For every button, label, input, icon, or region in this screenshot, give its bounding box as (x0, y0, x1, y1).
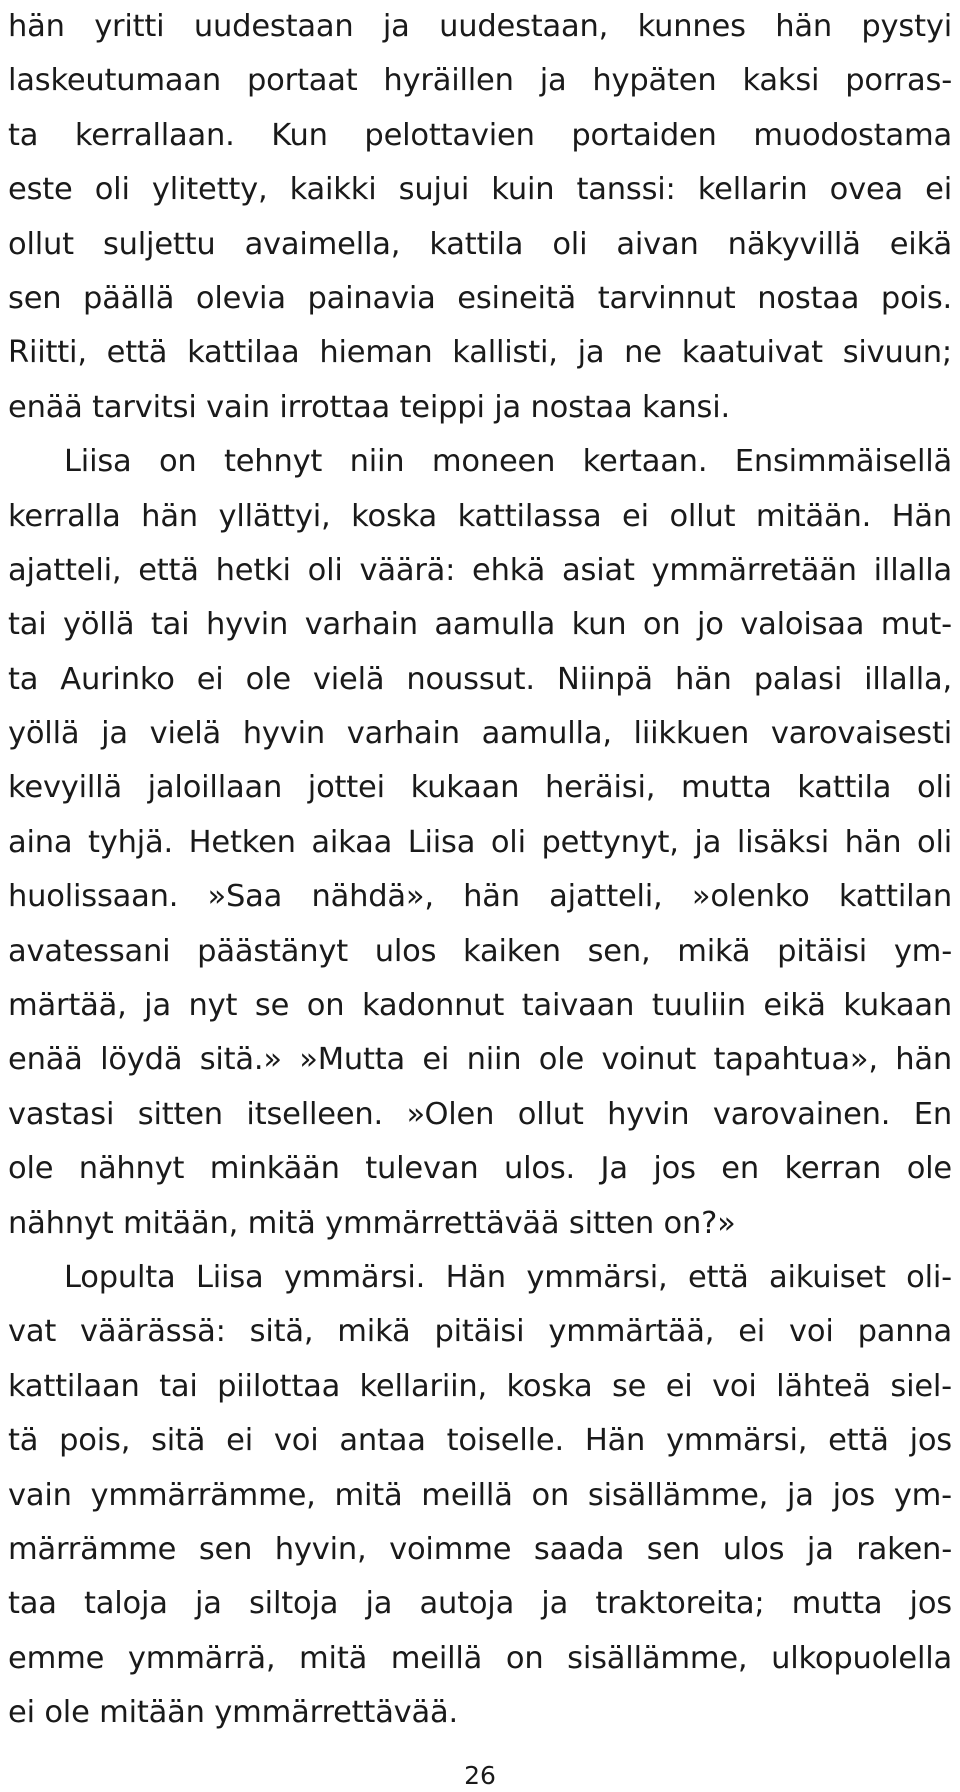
text-line: Lopulta Liisa ymmärsi. Hän ymmärsi, että aikuiset oli- (64, 1259, 952, 1295)
text-line: taa taloja ja siltoja ja autoja ja traktoreita; mutta jos (8, 1586, 952, 1622)
text-line: tai yöllä tai hyvin varhain aamulla kun on jo valoisaa mut- (8, 607, 952, 643)
text-line: laskeutumaan portaat hyräillen ja hypäten kaksi porras- (8, 63, 952, 99)
text-line: enää löydä sitä.» »Mutta ei niin ole voinut tapahtua», hän (8, 1042, 952, 1078)
text-line: este oli ylitetty, kaikki sujui kuin tanssi: kellarin ovea ei (8, 172, 952, 208)
text-line: nähnyt mitään, mitä ymmärrettävää sitten on?» (8, 1205, 736, 1241)
text-line: vat väärässä: sitä, mikä pitäisi ymmärtää, ei voi panna (8, 1314, 952, 1350)
text-line: Riitti, että kattilaa hieman kallisti, ja ne kaatuivat sivuun; (8, 335, 952, 371)
text-line: tä pois, sitä ei voi antaa toiselle. Hän ymmärsi, että jos (8, 1423, 952, 1459)
text-line: sen päällä olevia painavia esineitä tarvinnut nostaa pois. (8, 280, 952, 316)
text-line: emme ymmärrä, mitä meillä on sisällämme, ulkopuolella (8, 1640, 952, 1676)
text-line: avatessani päästänyt ulos kaiken sen, mikä pitäisi ym- (8, 933, 952, 969)
text-line: kattilaan tai piilottaa kellariin, koska se ei voi lähteä siel- (8, 1368, 952, 1404)
text-line: ole nähnyt minkään tulevan ulos. Ja jos en kerran ole (8, 1151, 952, 1187)
text-line: ta kerrallaan. Kun pelottavien portaiden muodostama (8, 117, 952, 153)
text-line: huolissaan. »Saa nähdä», hän ajatteli, »olenko kattilan (8, 879, 952, 915)
text-line: kevyillä jaloillaan jottei kukaan heräisi, mutta kattila oli (8, 770, 952, 806)
text-line: ei ole mitään ymmärrettävää. (8, 1695, 459, 1731)
text-line: enää tarvitsi vain irrottaa teippi ja nostaa kansi. (8, 389, 731, 425)
text-line: vain ymmärrämme, mitä meillä on sisällämme, ja jos ym- (8, 1477, 952, 1513)
body-text (8, 0, 952, 1741)
text-line: ta Aurinko ei ole vielä noussut. Niinpä hän palasi illalla, (8, 661, 952, 697)
text-line: kerralla hän yllättyi, koska kattilassa ei ollut mitään. Hän (8, 498, 952, 534)
text-line: ollut suljettu avaimella, kattila oli aivan näkyvillä eikä (8, 226, 952, 262)
text-line: yöllä ja vielä hyvin varhain aamulla, liikkuen varovaisesti (8, 716, 952, 752)
page-number: 26 (464, 1761, 496, 1790)
text-line: hän yritti uudestaan ja uudestaan, kunnes hän pystyi (8, 9, 952, 44)
text-line: Liisa on tehnyt niin moneen kertaan. Ensimmäisellä (64, 444, 952, 480)
text-line: ajatteli, että hetki oli väärä: ehkä asiat ymmärretään illalla (8, 552, 952, 588)
text-line: märrämme sen hyvin, voimme saada sen ulos ja raken- (8, 1531, 952, 1567)
text-line: vastasi sitten itselleen. »Olen ollut hyvin varovainen. En (8, 1096, 952, 1132)
text-line: märtää, ja nyt se on kadonnut taivaan tuuliin eikä kukaan (8, 988, 952, 1024)
text-line: aina tyhjä. Hetken aikaa Liisa oli pettynyt, ja lisäksi hän oli (8, 824, 952, 860)
